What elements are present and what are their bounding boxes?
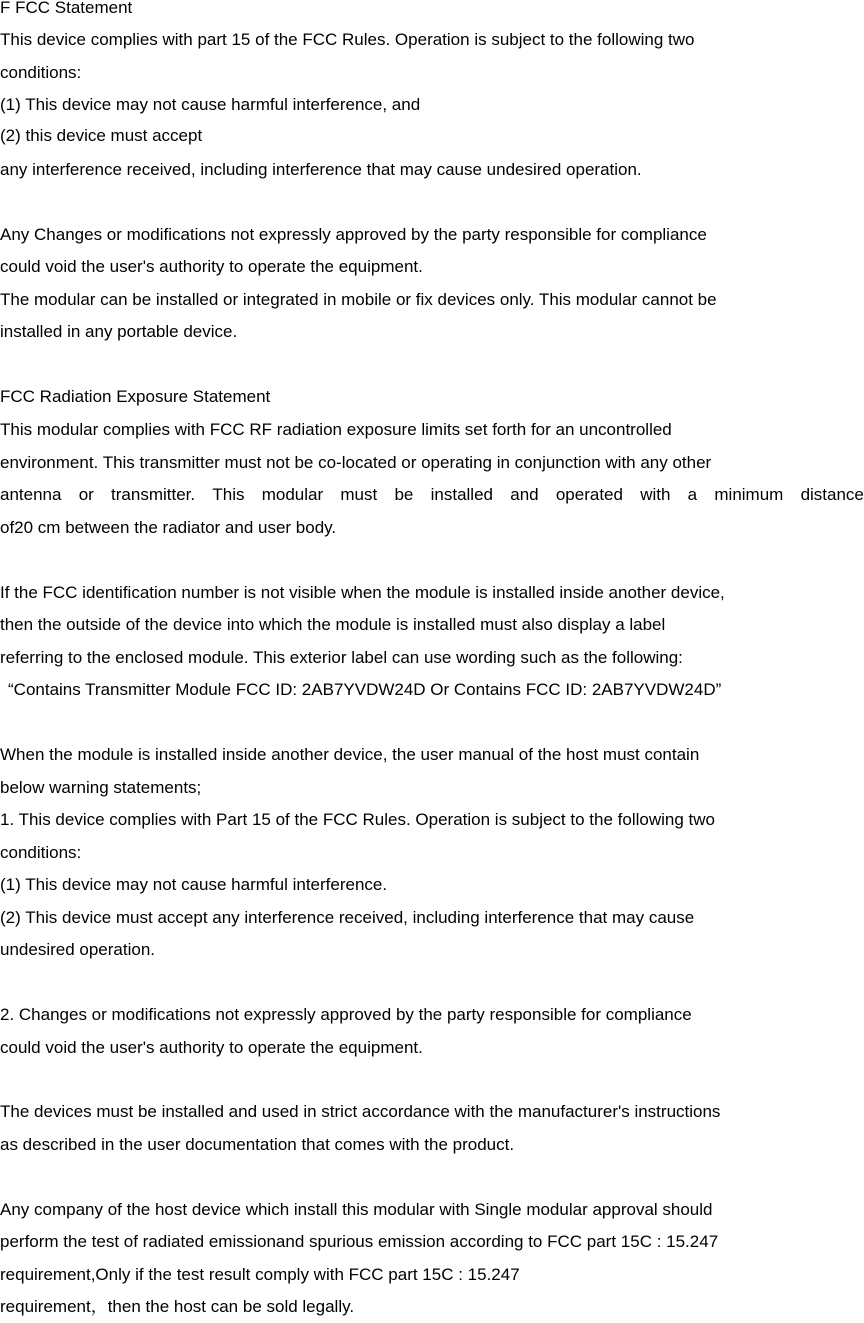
p4-line-1: If the FCC identification number is not visible when the module is installed inside another device, <box>0 583 725 602</box>
word: antenna <box>0 485 62 504</box>
word: a <box>687 485 698 504</box>
p2-line-1: Any Changes or modifications not expressly approved by the party responsible for compliance <box>0 225 707 244</box>
p8-line-3: requirement,Only if the test result comply with FCC part 15C : 15.247 <box>0 1265 520 1284</box>
p1-line-3: (1) This device may not cause harmful interference, and <box>0 95 421 114</box>
word: minimum <box>714 485 784 504</box>
word: modular <box>261 485 324 504</box>
p8-line-4: requirement，then the host can be sold legally. <box>0 1297 355 1316</box>
p4-line-2: then the outside of the device into which the module is installed must also display a label <box>0 615 666 634</box>
word: installed <box>430 485 493 504</box>
p6-line-2: could void the user's authority to operate the equipment. <box>0 1038 423 1057</box>
p7-line-1: The devices must be installed and used in strict accordance with the manufacturer's instructions <box>0 1102 721 1121</box>
p5-line-2: below warning statements; <box>0 778 202 797</box>
word: with <box>640 485 671 504</box>
p5-line-3: 1. This device complies with Part 15 of the FCC Rules. Operation is subject to the following two <box>0 810 715 829</box>
p4-line-4-quote: “Contains Transmitter Module FCC ID: 2AB7YVDW24D Or Contains FCC ID: 2AB7YVDW24D” <box>8 680 722 699</box>
p5-line-6: (2) This device must accept any interference received, including interference that may cause <box>0 908 695 927</box>
p8-line-2: perform the test of radiated emissionand spurious emission according to FCC part 15C : 15.247 <box>0 1232 719 1251</box>
p2-line-4: installed in any portable device. <box>0 322 238 341</box>
word: and <box>510 485 539 504</box>
p1-line-4: (2) this device must accept <box>0 126 203 145</box>
word: distance <box>800 485 864 504</box>
p5-line-1: When the module is installed inside another device, the user manual of the host must contain <box>0 745 700 764</box>
p3-line-2: environment. This transmitter must not be co-located or operating in conjunction with any other <box>0 453 712 472</box>
word: operated <box>555 485 623 504</box>
p8-line-1: Any company of the host device which install this modular with Single modular approval should <box>0 1200 713 1219</box>
heading-fcc-statement: F FCC Statement <box>0 0 133 17</box>
p7-line-2: as described in the user documentation that comes with the product. <box>0 1135 515 1154</box>
p1-line-1: This device complies with part 15 of the FCC Rules. Operation is subject to the following two <box>0 30 695 49</box>
p1-line-2: conditions: <box>0 63 82 82</box>
word: This <box>212 485 245 504</box>
p2-line-2: could void the user's authority to operate the equipment. <box>0 257 423 276</box>
word: or <box>78 485 94 504</box>
p3-line-1: This modular complies with FCC RF radiation exposure limits set forth for an uncontrolled <box>0 420 672 439</box>
word: be <box>394 485 414 504</box>
word: transmitter. <box>111 485 196 504</box>
word: must <box>340 485 378 504</box>
p5-line-5: (1) This device may not cause harmful interference. <box>0 875 388 894</box>
p6-line-1: 2. Changes or modifications not expressly approved by the party responsible for compliance <box>0 1005 692 1024</box>
p3-line-4: of20 cm between the radiator and user body. <box>0 518 337 537</box>
p4-line-3: referring to the enclosed module. This exterior label can use wording such as the following: <box>0 648 683 667</box>
p3-line-3-justified <box>0 479 864 511</box>
p5-line-7: undesired operation. <box>0 940 156 959</box>
p1-line-5: any interference received, including interference that may cause undesired operation. <box>0 160 642 179</box>
heading-radiation-exposure: FCC Radiation Exposure Statement <box>0 387 271 406</box>
p5-line-4: conditions: <box>0 843 82 862</box>
p2-line-3: The modular can be installed or integrated in mobile or fix devices only. This modular cannot be <box>0 290 717 309</box>
